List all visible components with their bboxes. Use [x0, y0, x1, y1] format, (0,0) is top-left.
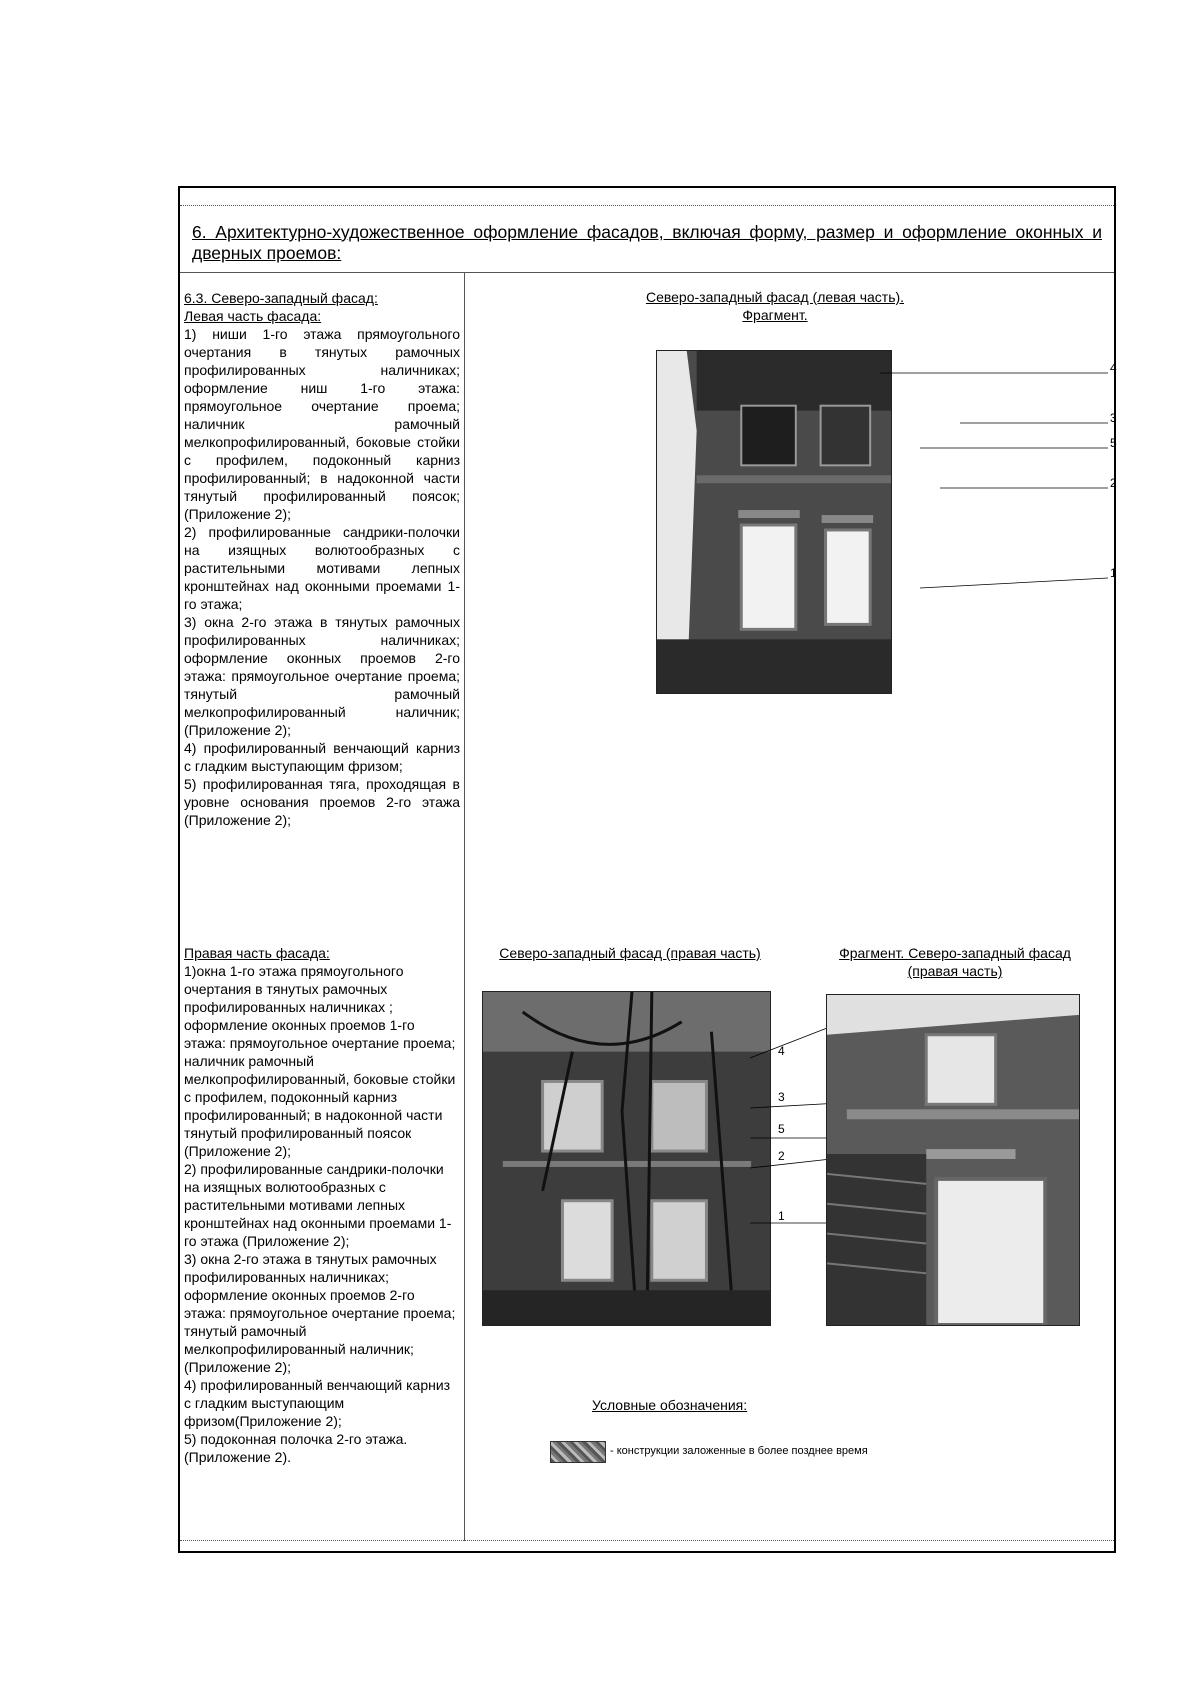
photo1-caption — [610, 288, 940, 324]
left-item-3: 3) окна 2-го этажа в тянутых рамочных профилированных наличниках; оформление оконных проемов 2-го этажа: прямоугольное очертание проема; тянутый рамочный мелкопрофилированный наличник; (Приложение 2); — [184, 614, 460, 738]
title-separator — [180, 272, 1114, 273]
photo1-callout-3: 3 — [1110, 411, 1117, 425]
photo-left-facade-fragment — [656, 350, 892, 694]
photo3-caption-line1: Фрагмент. Северо-западный фасад — [839, 945, 1071, 961]
photo1-callout-5: 5 — [1110, 436, 1117, 450]
right-item-4: 4) профилированный венчающий карниз с гладким выступающим фризом(Приложение 2); — [184, 1377, 451, 1429]
left-item-5: 5) профилированная тяга, проходящая в уровне основания проемов 2-го этажа (Приложение 2); — [184, 776, 460, 828]
left-part-subheading: Левая часть фасада: — [184, 308, 322, 324]
photo1-callout-4: 4 — [1110, 361, 1117, 375]
frame-inner-bottom-line — [180, 1540, 1114, 1541]
left-part-description — [184, 289, 460, 829]
left-item-4: 4) профилированный венчающий карниз с гладким выступающим фризом; — [184, 740, 460, 774]
photo-right-facade-fragment — [826, 994, 1080, 1326]
frame-inner-top-line — [180, 205, 1114, 206]
photo1-callout-2: 2 — [1110, 476, 1117, 490]
photo2-callout-1: 1 — [778, 1209, 785, 1223]
facade-heading: 6.3. Северо-западный фасад: — [184, 290, 378, 306]
legend-hatch-swatch — [550, 1441, 606, 1463]
photo3-caption-line2: (правая часть) — [907, 963, 1003, 979]
legend-text: - конструкции заложенные в более позднее время — [610, 1445, 868, 1457]
document-frame — [178, 186, 1116, 1553]
photo1-callout-lines — [880, 348, 1120, 608]
photo2-callout-4: 4 — [778, 1044, 785, 1058]
left-item-1: 1) ниши 1-го этажа прямоугольного очертания в тянутых рамочных профилированных наличниках; оформление ниш 1-го этажа: прямоугольное очертание проема; наличник рамочный мелкопрофилированный, боковые стойки с профилем, подоконный карниз профилированный; в надоконной части тянутый профилированный поясок; (Приложение 2); — [184, 326, 460, 522]
right-item-1: 1)окна 1-го этажа прямоугольного очертания в тянутых рамочных профилированных наличниках ; оформление оконных проемов 1-го этажа: прямоугольное очертание проема; наличник рамочный мелкопрофилированный, боковые стойки с профилем, подоконный карниз профилированный; в надоконной части тянутый профилированный поясок (Приложение 2); — [184, 963, 456, 1159]
photo1-callout-1: 1 — [1110, 566, 1117, 580]
photo1-caption-line2: Фрагмент. — [742, 307, 808, 323]
photo2-callout-3: 3 — [778, 1090, 785, 1104]
photo2-callout-2: 2 — [778, 1149, 785, 1163]
right-part-description — [184, 944, 460, 1466]
legend-title: Условные обозначения: — [592, 1397, 748, 1413]
photo3-caption — [810, 944, 1100, 980]
right-part-subheading: Правая часть фасада: — [184, 945, 330, 961]
column-separator — [464, 272, 465, 1541]
section-title: 6. Архитектурно-художественное оформление фасадов, включая форму, размер и оформление оконных и дверных проемов: — [192, 222, 1102, 263]
photo2-callout-5: 5 — [778, 1122, 785, 1136]
photo-right-facade — [482, 991, 771, 1326]
right-item-5: 5) подоконная полочка 2-го этажа. (Приложение 2). — [184, 1431, 408, 1465]
right-item-2: 2) профилированные сандрики-полочки на изящных волютообразных с растительными мотивами лепных кронштейнах над оконными проемами 1-го этажа (Приложение 2); — [184, 1161, 452, 1249]
right-item-3: 3) окна 2-го этажа в тянутых рамочных профилированных наличниках; оформление оконных проемов 2-го этажа: прямоугольное очертание проема; тянутый рамочный мелкопрофилированный наличник; (Приложение 2); — [184, 1251, 456, 1375]
photo2-caption: Северо-западный фасад (правая часть) — [499, 945, 761, 961]
left-item-2: 2) профилированные сандрики-полочки на изящных волютообразных с растительными мотивами лепных кронштейнах над оконными проемами 1-го этажа; — [184, 524, 460, 612]
photo1-caption-line1: Северо-западный фасад (левая часть). — [645, 289, 905, 305]
